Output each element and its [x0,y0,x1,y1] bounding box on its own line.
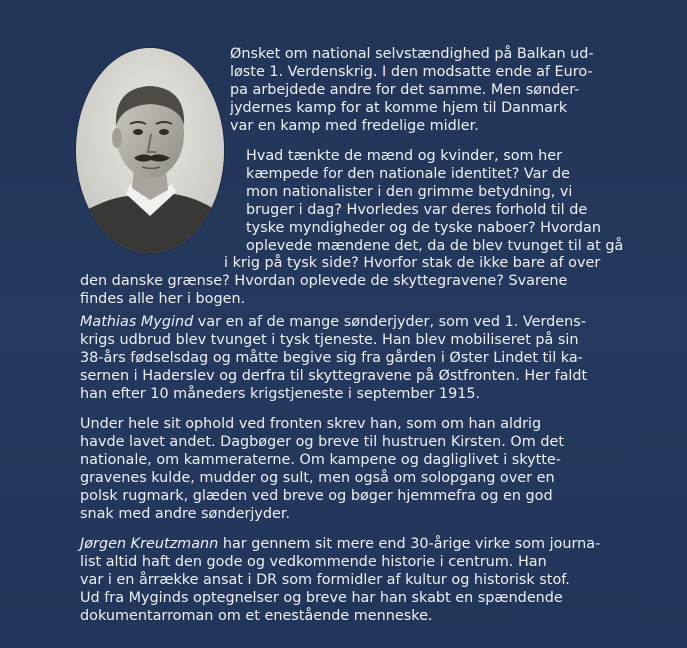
text-line: løste 1. Verdenskrig. I den modsatte ende af Euro- [230,63,593,80]
author-paragraph [80,536,600,626]
text-line [80,314,587,332]
text-line: bruger i dag? Hvorledes var deres forhold til de [246,201,588,218]
text-line: kæmpede for den nationale identitet? Var de [246,165,570,182]
text-segment: har gennem sit mere end 30-årige virke som journa- [218,536,601,552]
text-line: gravenes kulde, mudder og sult, men også om solopgang over en [80,469,555,486]
text-line: tyske myndigheder og de tyske naboer? Hvordan [246,219,602,236]
text-line: havde lavet andet. Dagbøger og breve til hustruen Kirsten. Om det [80,433,564,450]
text-line: var i en årrække ansat i DR som formidler af kultur og historisk stof. [80,571,570,588]
front-paragraph [80,416,564,523]
text-line: list altid haft den gode og vedkommende historie i centrum. Han [80,553,547,570]
text-line: mon nationalister i den grimme betydning, vi [246,183,573,200]
text-line: den danske grænse? Hvordan oplevede de skyttegravene? Svarene [80,273,568,290]
text-line: pa arbejdede andre for det samme. Men sønder- [230,81,580,98]
text-line: Under hele sit ophold ved fronten skrev han, som om han aldrig [80,416,542,432]
author-portrait [76,48,224,253]
text-line: sernen i Haderslev og derfra til skyttegravene på Østfronten. Her faldt [80,367,588,384]
author-name: Jørgen Kreutzmann [80,536,219,552]
mathias-paragraph [80,314,587,404]
text-line [80,536,600,554]
text-line: var en kamp med fredelige midler. [230,117,479,134]
text-line: Ud fra Myginds optegnelser og breve har han skabt en spændende [80,589,563,606]
text-segment: var en af de mange sønderjyder, som ved 1. Verdens- [193,314,586,330]
questions-paragraph [80,148,646,309]
text-line: Ønsket om national selvstændighed på Balkan ud- [230,46,594,62]
text-line: han efter 10 måneders krigstjeneste i september 1915. [80,385,481,402]
text-line: krigs udbrud blev tvunget i tysk tjeneste. Han blev mobiliseret på sin [80,331,579,348]
text-line: dokumentarroman om et enestående menneske. [80,607,433,624]
text-line: jydernes kamp for at komme hjem til Danmark [230,99,568,116]
text-line: polsk rugmark, glæden ved breve og bøger hjemmefra og en god [80,487,553,504]
text-line: i krig på tysk side? Hvorfor stak de ikke bare af over [224,255,601,272]
text-line: snak med andre sønderjyder. [80,505,291,522]
text-line: oplevede mændene det, da de blev tvunget til at gå [246,237,624,254]
person-name: Mathias Mygind [80,314,194,330]
portrait-photo-icon [76,48,224,253]
text-line: findes alle her i bogen. [80,291,246,308]
intro-paragraph [230,46,594,136]
text-line: nationale, om kammeraterne. Om kampene og dagliglivet i skytte- [80,451,561,468]
text-line: Hvad tænkte de mænd og kvinder, som her [246,148,563,164]
text-line: 38-års fødselsdag og måtte begive sig fra gården i Øster Lindet til ka- [80,349,583,366]
